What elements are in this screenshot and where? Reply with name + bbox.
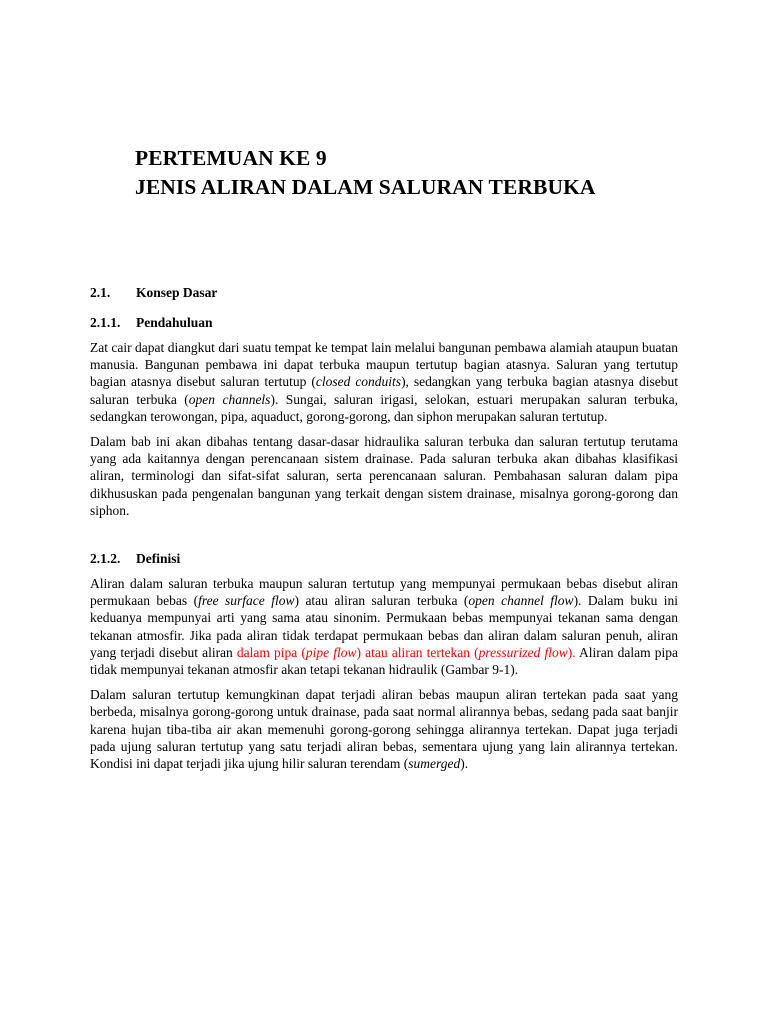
subsection-number: 2.1.1. — [90, 315, 121, 330]
section-heading-2-1 — [90, 284, 678, 302]
section-title: Konsep Dasar — [136, 285, 218, 300]
italic-term: open channels — [188, 391, 271, 407]
section-number: 2.1. — [90, 285, 111, 300]
italic-term: free surface flow — [198, 593, 295, 609]
title-line-2: JENIS ALIRAN DALAM SALURAN TERBUKA — [135, 175, 596, 199]
text-run: ). Dalam buku ini keduanya mempunyai arti yang sama atau sinonim. Permukaan bebas mempunyai tekanan sama dengan tekanan atmosfir. Jika pada aliran tidak terdapat permukaan bebas dan aliran dalam saluran penuh, aliran yang terjadi disebut aliran — [90, 593, 679, 660]
text-run: Aliran dalam pipa tidak mempunyai tekanan atmosfir akan tetapi tekanan hidraulik (Gambar 9-1). — [90, 644, 678, 678]
italic-term: closed conduits — [315, 374, 402, 390]
text-run: Dalam saluran tertutup kemungkinan dapat terjadi aliran bebas maupun aliran tertekan pada saat yang berbeda, misalnya gorong-gorong untuk drainase, pada saat normal alirannya bebas, sedang pada saat banjir karena hujan tiba-tiba air akan memenuhi gorong-gorong sehingga alirannya tertekan. Dapat juga terjadi pada ujung saluran tertutup yang satu terjadi aliran bebas, sementara ujung yang lain alirannya tertekan. Kondisi ini dapat terjadi jika ujung hilir saluran terendam ( — [90, 687, 678, 772]
subsection-title: Pendahuluan — [136, 315, 213, 330]
subsection-title: Definisi — [136, 551, 181, 567]
text-run: ). — [460, 756, 469, 772]
page-title — [135, 144, 596, 202]
text-run: ), sedangkan yang terbuka bagian atasnya disebut saluran terbuka ( — [90, 374, 678, 407]
highlighted-text: ) atau aliran tertekan ( — [356, 644, 479, 660]
text-run: Aliran dalam saluran terbuka maupun saluran tertutup yang mempunyai permukaan bebas disebut aliran permukaan bebas ( — [90, 576, 678, 609]
paragraph-pendahuluan-1 — [90, 339, 678, 425]
subsection-number: 2.1.2. — [90, 551, 121, 567]
paragraph-definisi-2 — [90, 686, 678, 772]
title-line-1: PERTEMUAN KE 9 — [135, 146, 327, 170]
highlighted-text: ). — [567, 644, 576, 660]
subsection-heading-2-1-1 — [90, 314, 678, 332]
italic-term: sumerged — [408, 756, 461, 772]
subsection-heading-2-1-2 — [90, 550, 678, 568]
text-run: ) atau aliran saluran terbuka ( — [294, 593, 469, 609]
paragraph-pendahuluan-2: Dalam bab ini akan dibahas tentang dasar-dasar hidraulika saluran terbuka dan saluran tertutup terutama yang ada kaitannya dengan perencanaan sistem drainase. Pada saluran terbuka akan dibahas klasifikasi aliran, terminologi dan sifat-sifat saluran, serta perencanaan saluran. Pembahasan saluran dalam pipa dikhususkan pada pengenalan bangunan yang terkait dengan sistem drainase, misalnya gorong-gorong dan siphon. — [90, 434, 678, 518]
document-body — [90, 284, 678, 780]
highlighted-text: dalam pipa ( — [236, 644, 306, 660]
italic-term: open channel flow — [468, 593, 574, 609]
text-run: Zat cair dapat diangkut dari suatu tempat ke tempat lain melalui bangunan pembawa alamiah ataupun buatan manusia. Bangunan pembawa ini dapat terbuka maupun tertutup bagian atasnya. Saluran yang tertutup bagian atasnya disebut saluran tertutup ( — [90, 340, 678, 390]
paragraph-definisi-1 — [90, 575, 678, 678]
highlighted-italic-term: pipe flow — [305, 644, 357, 660]
highlighted-italic-term: pressurized flow — [478, 644, 568, 660]
text-run: ). Sungai, saluran irigasi, selokan, estuari merupakan saluran terbuka, sedangkan terowongan, pipa, aquaduct, gorong-gorong, dan siphon merupakan saluran tertutup. — [90, 391, 679, 424]
